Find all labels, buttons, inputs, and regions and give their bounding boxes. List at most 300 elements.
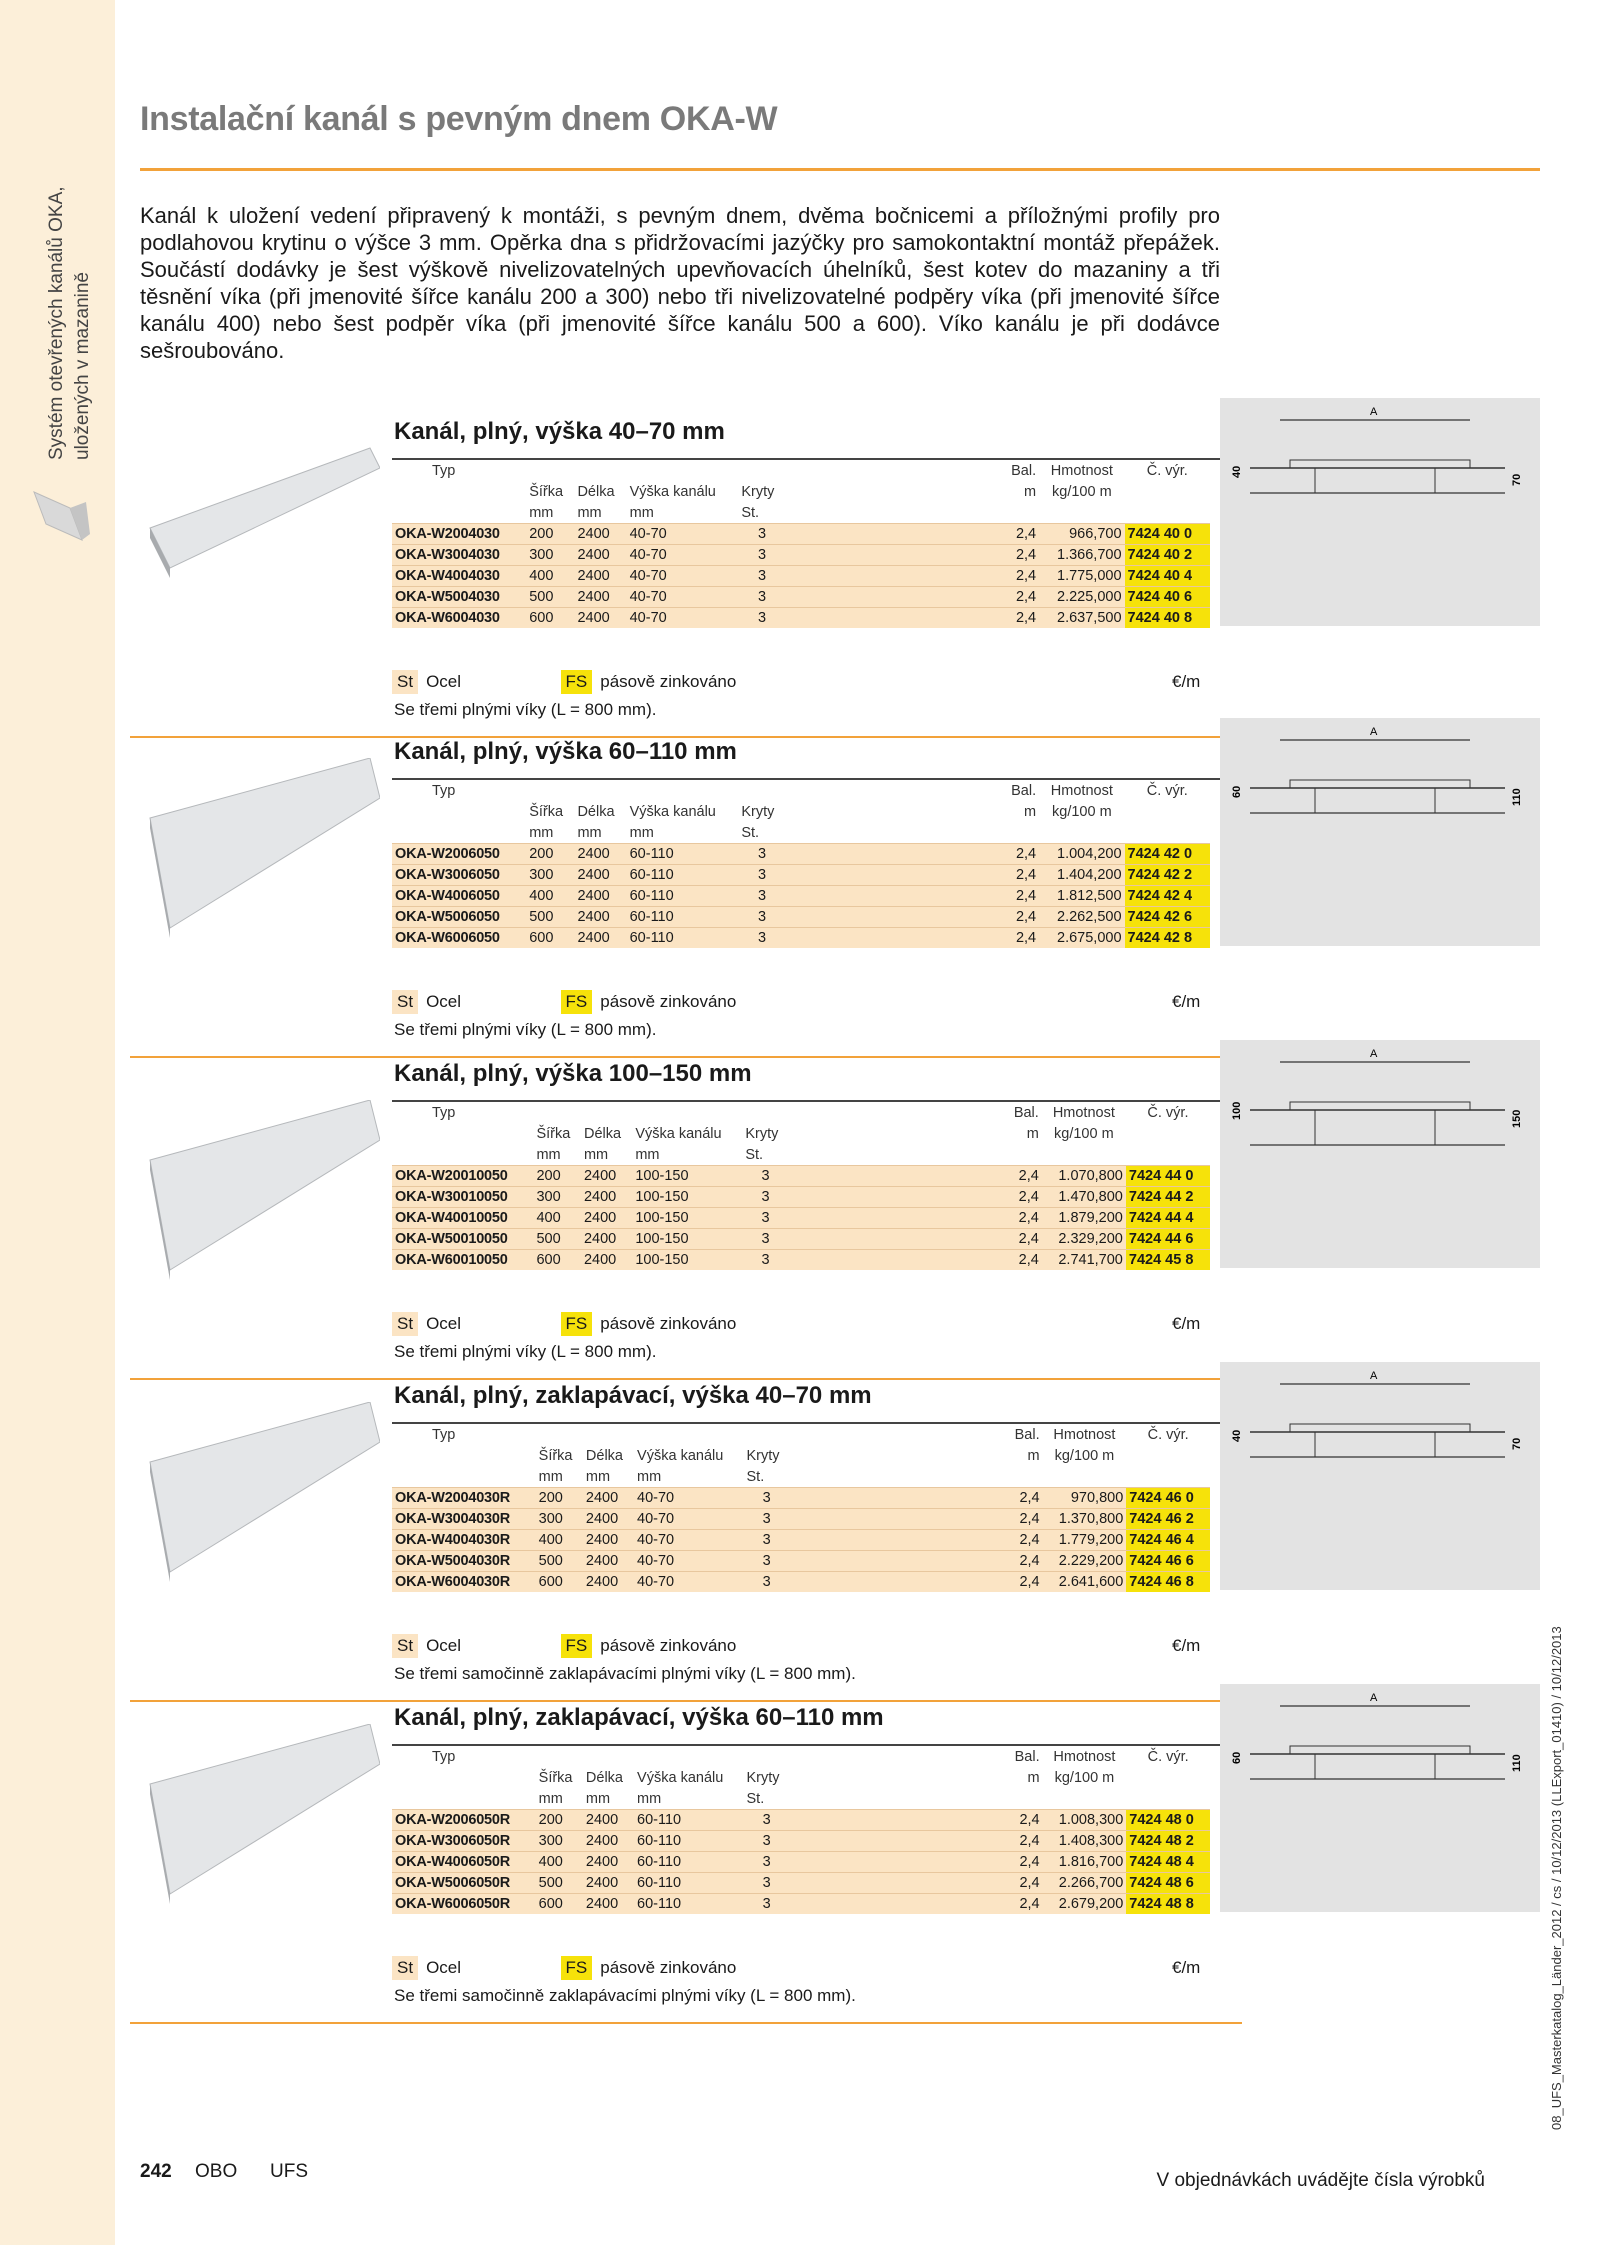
footer-brand: OBO [195, 2161, 238, 2182]
type-cell: OKA-W6006050 [392, 928, 526, 949]
article-number-cell: 7424 40 8 [1125, 608, 1210, 629]
covers-cell: 3 [742, 1208, 789, 1229]
type-cell: OKA-W60010050 [392, 1250, 533, 1271]
sidebar [0, 0, 115, 2245]
height-cell: 100-150 [632, 1250, 742, 1271]
col-bal: Bal. [1011, 782, 1037, 799]
material-line [392, 1956, 736, 1980]
length-cell: 2400 [574, 545, 626, 566]
article-number-cell: 7424 46 0 [1126, 1488, 1210, 1509]
unit-st: St. [741, 824, 760, 841]
section-separator [130, 1056, 1242, 1058]
product-table [392, 460, 1210, 628]
channel-photo [140, 1100, 380, 1340]
width-cell: 400 [536, 1852, 583, 1873]
section-title: Kanál, plný, zaklapávací, výška 40–70 mm [394, 1382, 872, 1409]
table-row [392, 1551, 1210, 1572]
covers-cell: 3 [744, 1551, 790, 1572]
pack-cell: 2,4 [1002, 844, 1040, 865]
weight-cell: 2.741,700 [1042, 1250, 1126, 1271]
length-cell: 2400 [581, 1208, 632, 1229]
price-unit: €/m [1172, 992, 1201, 1011]
article-number-cell: 7424 48 2 [1126, 1831, 1210, 1852]
type-cell: OKA-W5006050 [392, 907, 526, 928]
length-cell: 2400 [574, 907, 626, 928]
col-length: Délka [585, 1769, 623, 1786]
article-number-cell: 7424 46 8 [1126, 1572, 1210, 1593]
material-label: Ocel [426, 1636, 462, 1655]
pack-cell: 2,4 [1005, 1166, 1042, 1187]
pack-cell: 2,4 [1005, 1250, 1042, 1271]
covers-cell: 3 [738, 844, 785, 865]
dimension-right: 150 [1511, 1109, 1523, 1128]
material-badge: St [392, 1634, 418, 1658]
material-badge: St [392, 990, 418, 1014]
col-width: Šířka [529, 803, 564, 820]
product-section [140, 1692, 1540, 2024]
covers-cell: 3 [744, 1488, 790, 1509]
col-height-l1: Výška [637, 1447, 677, 1464]
article-number-cell: 7424 46 2 [1126, 1509, 1210, 1530]
weight-cell: 1.408,300 [1043, 1831, 1127, 1852]
col-covers: Kryty [741, 483, 775, 500]
height-cell: 40-70 [634, 1551, 743, 1572]
pack-cell: 2,4 [1006, 1509, 1043, 1530]
type-cell: OKA-W50010050 [392, 1229, 533, 1250]
unit-kg: kg/100 m [1054, 1447, 1115, 1464]
col-weight: Hmotnost [1052, 1104, 1115, 1121]
col-height-l2: kanálu [680, 1447, 724, 1464]
weight-cell: 1.370,800 [1043, 1509, 1127, 1530]
article-number-cell: 7424 42 8 [1125, 928, 1210, 949]
weight-cell: 2.229,200 [1043, 1551, 1127, 1572]
unit-kg: kg/100 m [1052, 803, 1112, 820]
col-article: Č. výr. [1146, 782, 1188, 799]
width-cell: 400 [526, 566, 574, 587]
height-cell: 60-110 [634, 1852, 743, 1873]
channel-photo [140, 438, 380, 678]
width-cell: 500 [526, 907, 574, 928]
type-cell: OKA-W5004030R [392, 1551, 536, 1572]
col-bal: Bal. [1014, 1426, 1040, 1443]
covers-cell: 3 [742, 1187, 789, 1208]
table-row [392, 865, 1210, 886]
unit-kg: kg/100 m [1054, 1125, 1114, 1142]
channel-photo [140, 758, 380, 998]
table-row [392, 886, 1210, 907]
length-cell: 2400 [581, 1166, 632, 1187]
type-cell: OKA-W6004030R [392, 1572, 536, 1593]
covers-cell: 3 [738, 608, 785, 629]
height-cell: 40-70 [634, 1530, 743, 1551]
material-line [392, 990, 736, 1014]
height-cell: 60-110 [627, 928, 739, 949]
type-cell: OKA-W6004030 [392, 608, 526, 629]
length-cell: 2400 [574, 865, 626, 886]
pack-cell: 2,4 [1002, 587, 1040, 608]
article-number-cell: 7424 45 8 [1126, 1250, 1210, 1271]
article-number-cell: 7424 44 4 [1126, 1208, 1210, 1229]
length-cell: 2400 [583, 1852, 634, 1873]
width-cell: 200 [526, 844, 574, 865]
col-article: Č. výr. [1147, 1748, 1189, 1765]
type-cell: OKA-W40010050 [392, 1208, 533, 1229]
length-cell: 2400 [583, 1488, 634, 1509]
weight-cell: 2.329,200 [1042, 1229, 1126, 1250]
length-cell: 2400 [581, 1250, 632, 1271]
dimension-left: 60 [1231, 785, 1243, 798]
pack-cell: 2,4 [1006, 1530, 1043, 1551]
table-row [392, 1831, 1210, 1852]
material-line [392, 1634, 736, 1658]
col-length: Délka [577, 483, 615, 500]
table-row [392, 1572, 1210, 1593]
dimension-left: 60 [1231, 1751, 1243, 1764]
type-cell: OKA-W4006050R [392, 1852, 536, 1873]
width-cell: 500 [533, 1229, 581, 1250]
material-label: Ocel [426, 992, 462, 1011]
article-number-cell: 7424 48 8 [1126, 1894, 1210, 1915]
col-width: Šířka [538, 1447, 573, 1464]
dimension-a: A [1370, 1048, 1378, 1060]
section-note: Se třemi plnými víky (L = 800 mm). [394, 1020, 657, 1039]
covers-cell: 3 [742, 1250, 789, 1271]
height-cell: 100-150 [632, 1229, 742, 1250]
type-cell: OKA-W20010050 [392, 1166, 533, 1187]
article-number-cell: 7424 40 0 [1125, 524, 1210, 545]
covers-cell: 3 [738, 886, 785, 907]
col-typ: Typ [432, 1104, 456, 1121]
cross-section-diagram [1220, 398, 1540, 626]
col-height-l2: kanálu [673, 803, 716, 820]
unit-st: St. [746, 1790, 765, 1807]
col-height [627, 801, 739, 822]
col-weight: Hmotnost [1053, 1748, 1116, 1765]
length-cell: 2400 [583, 1831, 634, 1852]
article-number-cell: 7424 46 6 [1126, 1551, 1210, 1572]
table-row [392, 1509, 1210, 1530]
product-section [140, 1370, 1540, 1702]
unit-mm: mm [538, 1468, 563, 1485]
dimension-left: 40 [1231, 465, 1243, 478]
finish-label: pásově zinkováno [600, 672, 737, 691]
weight-cell: 1.008,300 [1043, 1810, 1127, 1831]
unit-mm: mm [529, 824, 554, 841]
dimension-a: A [1370, 1370, 1378, 1382]
unit-m: m [1027, 1769, 1040, 1786]
col-covers: Kryty [746, 1447, 780, 1464]
width-cell: 600 [536, 1894, 583, 1915]
col-bal: Bal. [1011, 462, 1037, 479]
article-number-cell: 7424 42 0 [1125, 844, 1210, 865]
covers-cell: 3 [738, 566, 785, 587]
article-number-cell: 7424 48 6 [1126, 1873, 1210, 1894]
width-cell: 600 [536, 1572, 583, 1593]
material-badge: St [392, 1312, 418, 1336]
footer-order-note: V objednávkách uvádějte čísla výrobků [1156, 2170, 1485, 2191]
covers-cell: 3 [744, 1530, 790, 1551]
height-cell: 60-110 [627, 865, 739, 886]
section-title: Kanál, plný, zaklapávací, výška 60–110 mm [394, 1704, 884, 1731]
section-separator [130, 1700, 1242, 1702]
col-width: Šířka [538, 1769, 573, 1786]
product-section [140, 406, 1540, 738]
pack-cell: 2,4 [1006, 1810, 1043, 1831]
height-cell: 40-70 [634, 1509, 743, 1530]
finish-badge: FS [561, 1312, 593, 1336]
product-table [392, 780, 1210, 948]
col-covers: Kryty [741, 803, 775, 820]
catalog-meta [1545, 1530, 1575, 2130]
col-height [627, 481, 739, 502]
price-unit: €/m [1172, 672, 1201, 691]
finish-badge: FS [561, 670, 593, 694]
finish-badge: FS [561, 1956, 593, 1980]
table-row [392, 545, 1210, 566]
article-number-cell: 7424 40 2 [1125, 545, 1210, 566]
type-cell: OKA-W4006050 [392, 886, 526, 907]
col-typ: Typ [432, 1748, 456, 1765]
covers-cell: 3 [744, 1572, 790, 1593]
width-cell: 200 [536, 1488, 583, 1509]
sidebar-caption [38, 100, 98, 460]
material-label: Ocel [426, 1958, 462, 1977]
section-title: Kanál, plný, výška 40–70 mm [394, 418, 725, 445]
catalog-meta-text: 08_UFS_Masterkatalog_Länder_2012 / cs / 10/12/2013 (LLExport_01410) / 10/12/2013 [1549, 1626, 1564, 2130]
col-height-l1: Výška [637, 1769, 677, 1786]
unit-st: St. [746, 1468, 765, 1485]
table-row [392, 1250, 1210, 1271]
article-number-cell: 7424 44 2 [1126, 1187, 1210, 1208]
length-cell: 2400 [583, 1551, 634, 1572]
article-number-cell: 7424 42 2 [1125, 865, 1210, 886]
sidebar-channel-icon [30, 488, 90, 548]
length-cell: 2400 [583, 1572, 634, 1593]
pack-cell: 2,4 [1002, 865, 1040, 886]
col-height [632, 1123, 742, 1144]
table-row [392, 1488, 1210, 1509]
pack-cell: 2,4 [1006, 1894, 1043, 1915]
col-weight: Hmotnost [1053, 1426, 1116, 1443]
material-label: Ocel [426, 1314, 462, 1333]
table-row [392, 1208, 1210, 1229]
width-cell: 300 [536, 1831, 583, 1852]
width-cell: 500 [536, 1873, 583, 1894]
col-height-l2: kanálu [680, 1769, 724, 1786]
unit-mm: mm [637, 1790, 662, 1807]
type-cell: OKA-W4004030R [392, 1530, 536, 1551]
col-article: Č. výr. [1147, 1426, 1189, 1443]
table-row [392, 587, 1210, 608]
article-number-cell: 7424 42 6 [1125, 907, 1210, 928]
length-cell: 2400 [574, 566, 626, 587]
article-number-cell: 7424 40 4 [1125, 566, 1210, 587]
unit-mm: mm [536, 1146, 561, 1163]
section-separator [130, 1378, 1242, 1380]
unit-m: m [1027, 1447, 1040, 1464]
pack-cell: 2,4 [1006, 1551, 1043, 1572]
length-cell: 2400 [583, 1530, 634, 1551]
height-cell: 40-70 [627, 524, 739, 545]
article-number-cell: 7424 48 0 [1126, 1810, 1210, 1831]
weight-cell: 2.679,200 [1043, 1894, 1127, 1915]
unit-mm: mm [635, 1146, 660, 1163]
unit-m: m [1024, 803, 1037, 820]
weight-cell: 1.779,200 [1043, 1530, 1127, 1551]
height-cell: 60-110 [634, 1894, 743, 1915]
finish-label: pásově zinkováno [600, 992, 737, 1011]
col-height-l1: Výška [629, 803, 670, 820]
unit-mm: mm [577, 824, 602, 841]
col-height-l1: Výška [629, 483, 670, 500]
weight-cell: 2.637,500 [1039, 608, 1124, 629]
weight-cell: 1.404,200 [1039, 865, 1124, 886]
covers-cell: 3 [742, 1166, 789, 1187]
length-cell: 2400 [583, 1810, 634, 1831]
height-cell: 100-150 [632, 1187, 742, 1208]
width-cell: 400 [533, 1208, 581, 1229]
width-cell: 300 [526, 865, 574, 886]
weight-cell: 2.225,000 [1039, 587, 1124, 608]
length-cell: 2400 [574, 524, 626, 545]
length-cell: 2400 [581, 1229, 632, 1250]
article-number-cell: 7424 46 4 [1126, 1530, 1210, 1551]
cross-section-diagram [1220, 1040, 1540, 1268]
price-unit: €/m [1172, 1314, 1201, 1333]
col-length: Délka [577, 803, 615, 820]
table-row [392, 928, 1210, 949]
product-section [140, 726, 1540, 1058]
weight-cell: 2.641,600 [1043, 1572, 1127, 1593]
pack-cell: 2,4 [1005, 1187, 1042, 1208]
unit-m: m [1026, 1125, 1039, 1142]
col-covers: Kryty [745, 1125, 779, 1142]
finish-label: pásově zinkováno [600, 1958, 737, 1977]
covers-cell: 3 [744, 1852, 790, 1873]
width-cell: 300 [533, 1187, 581, 1208]
dimension-left: 100 [1231, 1101, 1243, 1120]
page-number: 242 [140, 2161, 172, 2182]
unit-kg: kg/100 m [1054, 1769, 1115, 1786]
weight-cell: 1.812,500 [1039, 886, 1124, 907]
covers-cell: 3 [738, 907, 785, 928]
title-divider [140, 168, 1540, 171]
material-badge: St [392, 670, 418, 694]
pack-cell: 2,4 [1006, 1572, 1043, 1593]
type-cell: OKA-W2006050R [392, 1810, 536, 1831]
height-cell: 60-110 [634, 1831, 743, 1852]
price-unit: €/m [1172, 1636, 1201, 1655]
dimension-right: 110 [1511, 788, 1523, 806]
table-row [392, 1166, 1210, 1187]
pack-cell: 2,4 [1002, 566, 1040, 587]
length-cell: 2400 [574, 928, 626, 949]
section-title: Kanál, plný, výška 60–110 mm [394, 738, 737, 765]
section-note: Se třemi plnými víky (L = 800 mm). [394, 700, 657, 719]
height-cell: 40-70 [634, 1572, 743, 1593]
weight-cell: 1.470,800 [1042, 1187, 1126, 1208]
pack-cell: 2,4 [1006, 1488, 1043, 1509]
pack-cell: 2,4 [1002, 524, 1040, 545]
type-cell: OKA-W2004030R [392, 1488, 536, 1509]
article-number-cell: 7424 44 0 [1126, 1166, 1210, 1187]
section-title: Kanál, plný, výška 100–150 mm [394, 1060, 752, 1087]
unit-mm: mm [629, 504, 654, 521]
type-cell: OKA-W6006050R [392, 1894, 536, 1915]
col-covers: Kryty [746, 1769, 780, 1786]
article-number-cell: 7424 40 6 [1125, 587, 1210, 608]
weight-cell: 1.366,700 [1039, 545, 1124, 566]
unit-mm: mm [577, 504, 602, 521]
unit-mm: mm [637, 1468, 662, 1485]
height-cell: 40-70 [627, 587, 739, 608]
table-row [392, 1229, 1210, 1250]
type-cell: OKA-W5004030 [392, 587, 526, 608]
type-cell: OKA-W3006050 [392, 865, 526, 886]
finish-badge: FS [561, 1634, 593, 1658]
unit-m: m [1024, 483, 1037, 500]
sidebar-text: Systém otevřených kanálů OKA, uložených v mazanině [46, 186, 93, 460]
width-cell: 500 [536, 1551, 583, 1572]
col-height-l2: kanálu [673, 483, 716, 500]
height-cell: 40-70 [627, 566, 739, 587]
table-row [392, 1873, 1210, 1894]
covers-cell: 3 [742, 1229, 789, 1250]
height-cell: 60-110 [634, 1810, 743, 1831]
length-cell: 2400 [574, 608, 626, 629]
col-length: Délka [583, 1125, 622, 1142]
table-row [392, 1894, 1210, 1915]
covers-cell: 3 [738, 865, 785, 886]
height-cell: 60-110 [627, 907, 739, 928]
width-cell: 600 [526, 608, 574, 629]
unit-st: St. [741, 504, 760, 521]
article-number-cell: 7424 44 6 [1126, 1229, 1210, 1250]
dimension-a: A [1370, 406, 1378, 418]
height-cell: 100-150 [632, 1166, 742, 1187]
dimension-right: 70 [1511, 473, 1523, 486]
weight-cell: 1.775,000 [1039, 566, 1124, 587]
pack-cell: 2,4 [1006, 1873, 1043, 1894]
pack-cell: 2,4 [1005, 1208, 1042, 1229]
height-cell: 60-110 [627, 886, 739, 907]
unit-st: St. [745, 1146, 764, 1163]
length-cell: 2400 [583, 1873, 634, 1894]
col-width: Šířka [536, 1125, 571, 1142]
type-cell: OKA-W4004030 [392, 566, 526, 587]
footer-product-line: UFS [270, 2161, 308, 2182]
width-cell: 600 [526, 928, 574, 949]
pack-cell: 2,4 [1006, 1852, 1043, 1873]
material-badge: St [392, 1956, 418, 1980]
col-bal: Bal. [1013, 1104, 1039, 1121]
height-cell: 60-110 [627, 844, 739, 865]
width-cell: 400 [526, 886, 574, 907]
pack-cell: 2,4 [1005, 1229, 1042, 1250]
price-unit: €/m [1172, 1958, 1201, 1977]
weight-cell: 970,800 [1043, 1488, 1127, 1509]
section-separator [130, 2022, 1242, 2024]
col-length: Délka [585, 1447, 623, 1464]
covers-cell: 3 [744, 1810, 790, 1831]
table-row [392, 608, 1210, 629]
col-weight: Hmotnost [1050, 782, 1113, 799]
width-cell: 300 [536, 1509, 583, 1530]
col-height-l2: kanálu [678, 1125, 722, 1142]
type-cell: OKA-W3004030 [392, 545, 526, 566]
weight-cell: 2.262,500 [1039, 907, 1124, 928]
table-row [392, 844, 1210, 865]
